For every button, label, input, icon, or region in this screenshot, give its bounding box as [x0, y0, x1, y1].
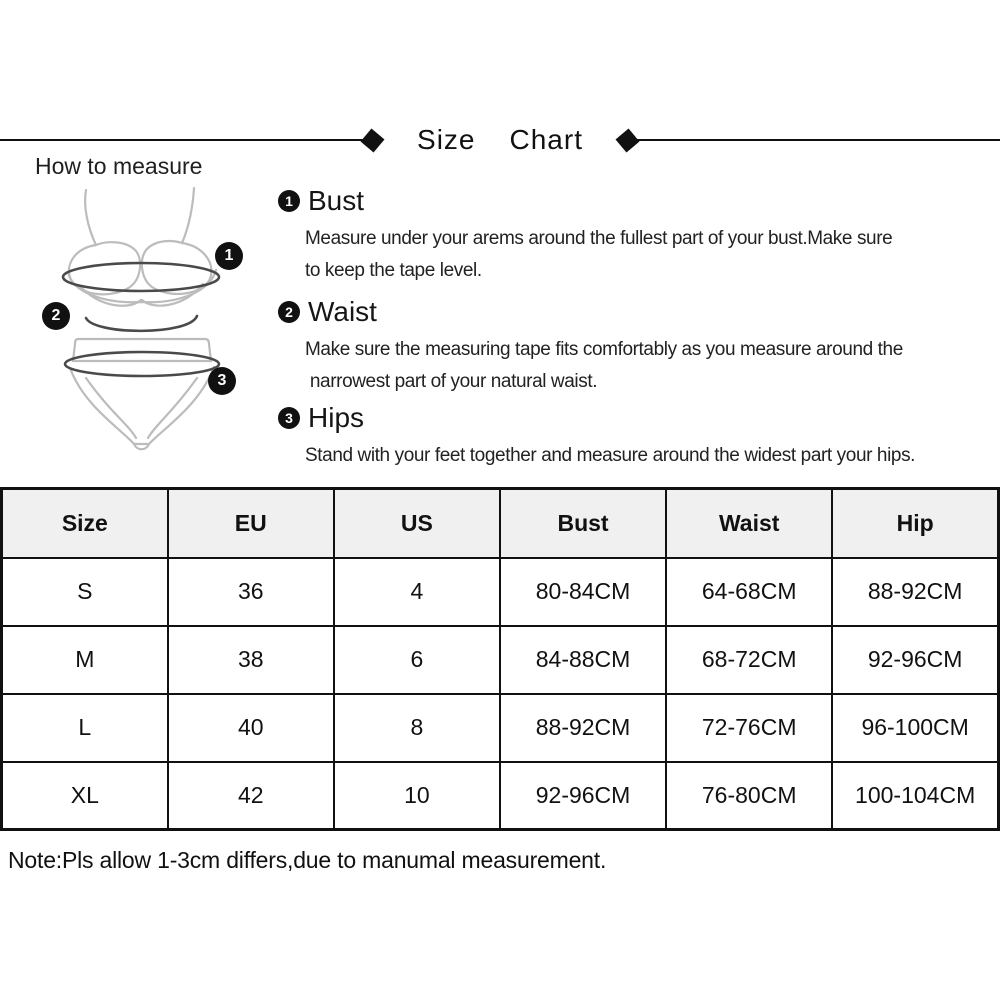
- table-row: [2, 626, 999, 694]
- col-header-eu: EU: [168, 489, 334, 558]
- hips-section: [278, 402, 996, 472]
- bikini-illustration: [40, 182, 270, 477]
- divider-line-left: [0, 139, 364, 141]
- divider-line-right: [636, 139, 1000, 141]
- hips-description: [305, 440, 996, 472]
- page-title-word2: Chart: [509, 124, 583, 155]
- cell-eu: 38: [168, 626, 334, 694]
- bust-section: [278, 185, 996, 287]
- how-to-measure-label: How to measure: [35, 153, 203, 179]
- bust-description: [305, 223, 996, 287]
- cell-us: 6: [334, 626, 500, 694]
- cell-waist: 76-80CM: [666, 762, 832, 830]
- number-3-badge: 3: [278, 407, 300, 429]
- waist-desc-line: Make sure the measuring tape fits comfortably as you measure around the: [305, 339, 903, 360]
- diamond-icon: [361, 128, 385, 152]
- hips-desc-line: Stand with your feet together and measure around the widest part your hips.: [305, 445, 916, 466]
- col-header-waist: Waist: [666, 489, 832, 558]
- waist-marker-badge: 2: [42, 302, 70, 330]
- cell-us: 4: [334, 558, 500, 626]
- waist-desc-line: narrowest part of your natural waist.: [305, 371, 598, 392]
- cell-hip: 92-96CM: [832, 626, 998, 694]
- bust-title: Bust: [308, 185, 365, 216]
- cell-us: 10: [334, 762, 500, 830]
- measure-sections: [278, 183, 996, 483]
- cell-waist: 64-68CM: [666, 558, 832, 626]
- cell-size: S: [2, 558, 168, 626]
- cell-hip: 88-92CM: [832, 558, 998, 626]
- size-table-container: [0, 487, 1000, 831]
- waist-description: [305, 334, 996, 398]
- size-table: [0, 487, 1000, 831]
- hips-title: Hips: [308, 402, 365, 433]
- bust-marker-badge: 1: [215, 242, 243, 270]
- cell-eu: 36: [168, 558, 334, 626]
- cell-size: L: [2, 694, 168, 762]
- table-row: [2, 558, 999, 626]
- cell-bust: 88-92CM: [500, 694, 666, 762]
- number-1-badge: 1: [278, 190, 300, 212]
- cell-bust: 84-88CM: [500, 626, 666, 694]
- bikini-line-art: [40, 182, 270, 477]
- cell-eu: 40: [168, 694, 334, 762]
- table-row: [2, 762, 999, 830]
- measurement-note: Note:Pls allow 1-3cm differs,due to manumal measurement.: [8, 847, 607, 873]
- cell-bust: 92-96CM: [500, 762, 666, 830]
- waist-heading: [278, 296, 996, 328]
- hips-heading: [278, 402, 996, 434]
- page-title: [405, 124, 595, 156]
- size-table-header-row: [2, 489, 999, 558]
- table-row: [2, 694, 999, 762]
- bust-heading: [278, 185, 996, 217]
- page-title-word1: Size: [417, 124, 476, 155]
- cell-hip: 96-100CM: [832, 694, 998, 762]
- cell-waist: 72-76CM: [666, 694, 832, 762]
- bust-desc-line: Measure under your arems around the fullest part of your bust.Make sure: [305, 228, 893, 249]
- cell-us: 8: [334, 694, 500, 762]
- number-2-badge: 2: [278, 301, 300, 323]
- cell-hip: 100-104CM: [832, 762, 998, 830]
- waist-section: [278, 296, 996, 398]
- col-header-us: US: [334, 489, 500, 558]
- cell-size: XL: [2, 762, 168, 830]
- col-header-hip: Hip: [832, 489, 998, 558]
- col-header-bust: Bust: [500, 489, 666, 558]
- bust-desc-line: to keep the tape level.: [305, 260, 482, 281]
- cell-bust: 80-84CM: [500, 558, 666, 626]
- cell-eu: 42: [168, 762, 334, 830]
- cell-waist: 68-72CM: [666, 626, 832, 694]
- hips-marker-badge: 3: [208, 367, 236, 395]
- diamond-icon: [615, 128, 639, 152]
- col-header-size: Size: [2, 489, 168, 558]
- cell-size: M: [2, 626, 168, 694]
- waist-title: Waist: [308, 296, 377, 327]
